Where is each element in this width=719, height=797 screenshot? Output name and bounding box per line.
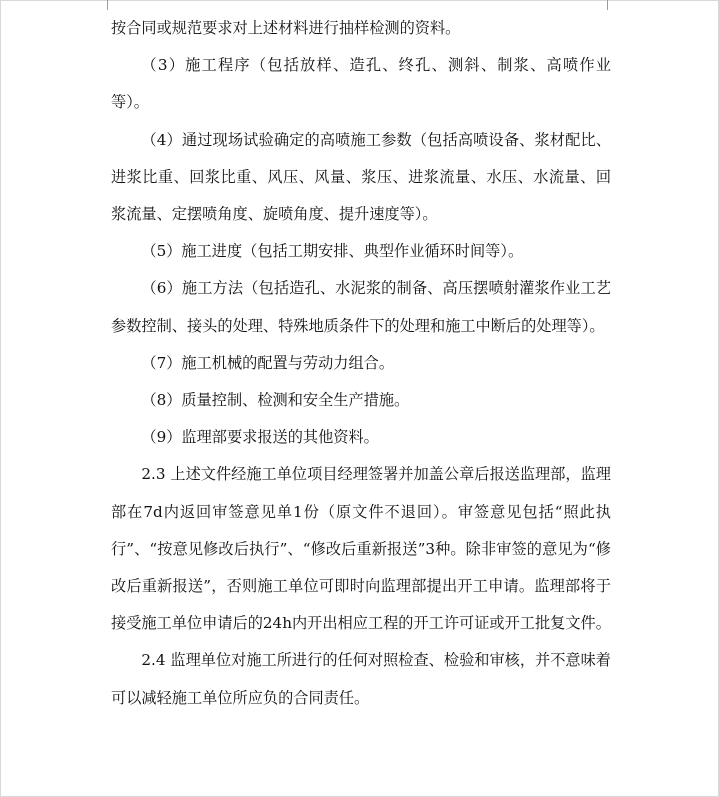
paragraph-other-materials: （9）监理部要求报送的其他资料。 xyxy=(141,428,379,447)
paragraph-quality-safety: （8）质量控制、检测和安全生产措施。 xyxy=(141,391,410,410)
paragraph-jet-grouting-parameters: （4）通过现场试验确定的高喷施工参数（包括高喷设备、浆材配比、进浆比重、回浆比重、风压、风量、浆压、进浆流量、水压、水流量、回浆流量、定摆喷角度、旋喷角度、提升速度等）。 xyxy=(111,130,611,224)
paragraph-machinery-labor: （7）施工机械的配置与劳动力组合。 xyxy=(141,353,395,372)
paragraph-construction-schedule: （5）施工进度（包括工期安排、典型作业循环时间等）。 xyxy=(141,242,524,261)
document-body xyxy=(111,10,611,717)
paragraph-construction-method: （6）施工方法（包括造孔、水泥浆的制备、高压摆喷射灌浆作业工艺参数控制、接头的处理、特殊地质条件下的处理和施工中断后的处理等）。 xyxy=(111,279,611,335)
paragraph-construction-procedure: （3）施工程序（包括放样、造孔、终孔、测斜、制浆、高喷作业等）。 xyxy=(111,56,611,112)
margin-marker-right xyxy=(607,0,618,10)
paragraph-section-2-3: 2.3 上述文件经施工单位项目经理签署并加盖公章后报送监理部，监理部在7d内返回审签意见单1份（原文件不退回）。审签意见包括“照此执行”、“按意见修改后执行”、“修改后重新报送”3种。除非审签的意见为“修改后重新报送”，否则施工单位可即时向监理部提出开工申请。监理部将于接受施工单位申请后的24h内开出相应工程的开工许可证或开工批复文件。 xyxy=(111,465,611,633)
paragraph-materials-testing: 按合同或规范要求对上述材料进行抽样检测的资料。 xyxy=(111,19,461,37)
paragraph-section-2-4: 2.4 监理单位对施工所进行的任何对照检查、检验和审核，并不意味着可以减轻施工单位所应负的合同责任。 xyxy=(111,651,611,707)
margin-marker-left xyxy=(97,0,108,10)
